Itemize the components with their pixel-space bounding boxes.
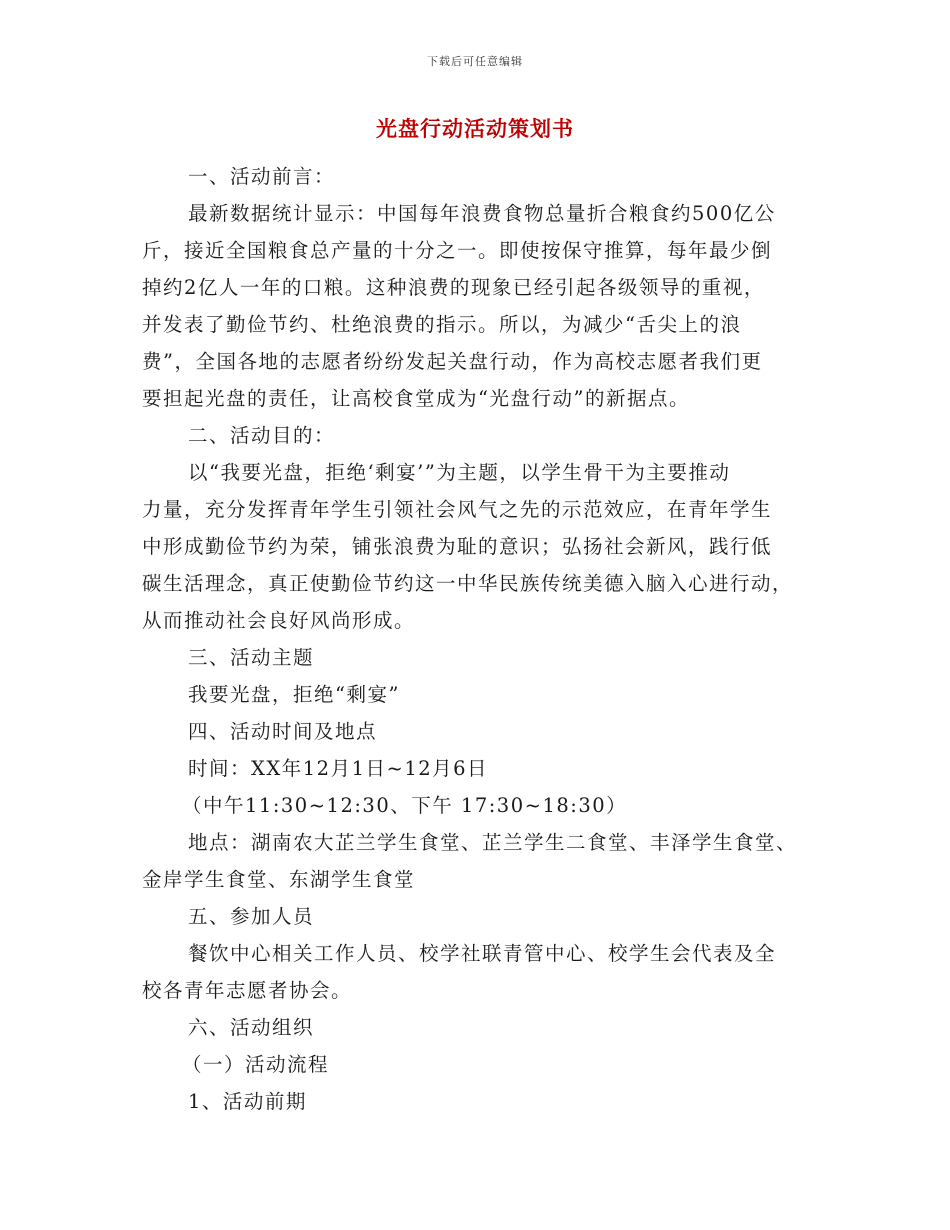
paragraph-line: 碳生活理念，真正使勤俭节约这一中华民族传统美德入脑入心进行动， (142, 572, 794, 595)
document-title: 光盘行动活动策划书 (376, 116, 574, 141)
place-line: 金岸学生食堂、东湖学生食堂 (142, 868, 416, 891)
paragraph-line: 斤，接近全国粮食总产量的十分之一。即使按保守推算，每年最少倒 (142, 239, 773, 262)
paragraph-line: 要担起光盘的责任，让高校食堂成为“光盘行动”的新据点。 (142, 387, 690, 410)
paragraph-line: 最新数据统计显示：中国每年浪费食物总量折合粮食约500亿公 (188, 202, 776, 225)
time-text: 时间：XX年12月1日~12月6日 (188, 757, 489, 780)
section-heading-theme: 三、活动主题 (188, 646, 315, 669)
paragraph-line: 力量，充分发挥青年学生引领社会风气之先的示范效应，在青年学生 (142, 498, 773, 521)
paragraph-line: 掉约2亿人一年的口粮。这种浪费的现象已经引起各级领导的重视， (142, 276, 765, 299)
section-heading-organization: 六、活动组织 (188, 1016, 315, 1039)
subsection-heading-process: （一）活动流程 (182, 1053, 330, 1076)
theme-text: 我要光盘，拒绝“剩宴” (188, 683, 400, 706)
list-item-early-stage: 1、活动前期 (188, 1090, 307, 1113)
time-detail-text: （中午11:30~12:30、下午 17:30~18:30） (182, 794, 628, 817)
document-body (142, 158, 810, 1120)
paragraph-line: 中形成勤俭节约为荣，铺张浪费为耻的意识；弘扬社会新风，践行低 (142, 535, 773, 558)
paragraph-line: 校各青年志愿者协会。 (142, 979, 353, 1002)
section-heading-participants: 五、参加人员 (188, 905, 315, 928)
section-heading-purpose: 二、活动目的： (188, 424, 336, 447)
paragraph-line: 餐饮中心相关工作人员、校学社联青管中心、校学生会代表及全 (188, 942, 777, 965)
paragraph-line: 从而推动社会良好风尚形成。 (142, 609, 416, 632)
section-heading-time-place: 四、活动时间及地点 (188, 720, 378, 743)
place-line: 地点：湖南农大芷兰学生食堂、芷兰学生二食堂、丰泽学生食堂、 (188, 831, 798, 854)
paragraph-line: 费”，全国各地的志愿者纷纷发起关盘行动，作为高校志愿者我们更 (142, 350, 763, 373)
header-note: 下载后可任意编辑 (427, 55, 523, 68)
paragraph-line: 并发表了勤俭节约、杜绝浪费的指示。所以，为减少“舌尖上的浪 (142, 313, 742, 336)
paragraph-line: 以“我要光盘，拒绝‘剩宴’”为主题，以学生骨干为主要推动 (188, 461, 731, 484)
section-heading-preface: 一、活动前言： (188, 165, 336, 188)
